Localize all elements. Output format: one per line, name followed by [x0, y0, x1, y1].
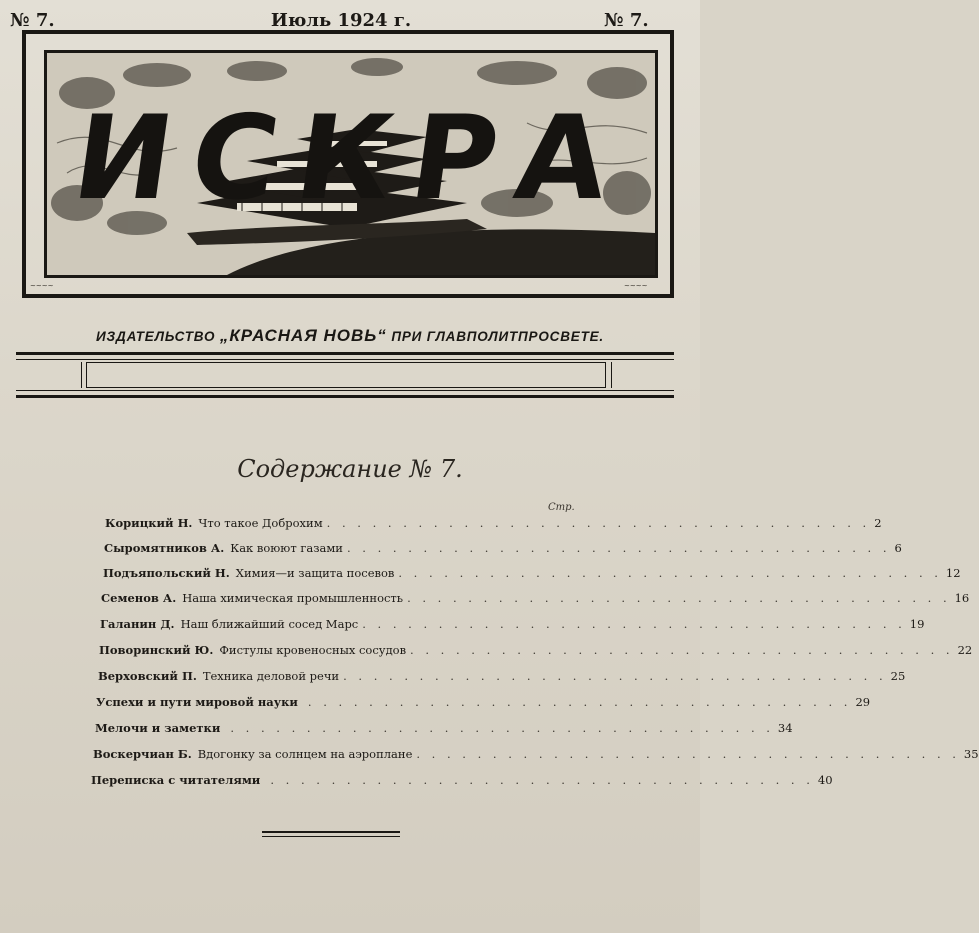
toc-title: Как воюют газами: [230, 541, 343, 555]
publisher-name: „КРАСНАЯ НОВЬ“: [219, 326, 387, 345]
toc-row: [95, 721, 793, 735]
toc-dot-leader: . . . . . . . . . . . . . . . . . . . . . . . . . . . . . . . . . . . .: [410, 643, 954, 657]
toc-dot-leader: . . . . . . . . . . . . . . . . . . . . . . . . . . . . . . . . . . . .: [416, 747, 960, 761]
toc-author: Подъяпольский Н.: [103, 566, 230, 580]
toc-page-number: 40: [817, 773, 833, 787]
artist-signature-right: ~~~~: [624, 282, 648, 290]
toc-dot-leader: . . . . . . . . . . . . . . . . . . . . . . . . . . . . . . . . . . . .: [407, 591, 951, 605]
toc-row: [104, 541, 902, 555]
toc-page-number: 34: [777, 721, 793, 735]
contents-heading: Содержание № 7.: [237, 455, 463, 483]
toc-page-number: 35: [963, 747, 979, 761]
toc-row: [93, 747, 979, 761]
toc-dot-leader: . . . . . . . . . . . . . . . . . . . . . . . . . . . . . . . . . . . .: [326, 516, 871, 530]
toc-author: Семенов А.: [101, 591, 177, 605]
end-rule-thin: [262, 836, 400, 837]
toc-dot-leader: . . . . . . . . . . . . . . . . . . . . . . . . . . . . . . . . . . . .: [270, 773, 814, 787]
toc-title: Техника деловой речи: [202, 669, 340, 683]
toc-row: [99, 643, 973, 657]
issue-bar: [16, 352, 674, 398]
issue-number-right: № 7.: [604, 10, 649, 31]
publisher-suffix: ПРИ ГЛАВПОЛИТПРОСВЕТЕ.: [391, 329, 604, 344]
toc-page-number: 19: [909, 617, 925, 631]
toc-page-number: 22: [957, 643, 973, 657]
end-rule: [262, 831, 400, 833]
toc-dot-leader: . . . . . . . . . . . . . . . . . . . . . . . . . . . . . . . . . . . .: [343, 669, 887, 683]
toc-author: Успехи и пути мировой науки: [96, 695, 298, 709]
toc-page-number: 25: [890, 669, 906, 683]
toc-title: Наш ближайший сосед Марс: [180, 617, 359, 631]
toc-author: Сыромятников А.: [104, 541, 225, 555]
toc-page-number: 2: [874, 516, 882, 530]
toc-page-number: 16: [954, 591, 970, 605]
toc-author: Переписка с читателями: [91, 773, 261, 787]
toc-row: [105, 516, 882, 530]
toc-author: Мелочи и заметки: [95, 721, 221, 735]
page-column-label: Стр.: [548, 502, 575, 513]
issue-date: Июль 1924 г.: [270, 10, 412, 31]
toc-author: Поворинский Ю.: [99, 643, 214, 657]
toc-page-number: 12: [945, 566, 961, 580]
toc-dot-leader: . . . . . . . . . . . . . . . . . . . . . . . . . . . . . . . . . . . .: [398, 566, 942, 580]
artist-signature-left: ~~~~: [30, 282, 54, 290]
masthead-illustration: [44, 50, 658, 278]
toc-page-number: 6: [894, 541, 902, 555]
toc-title: Химия—и защита посевов: [235, 566, 395, 580]
publisher-line: [0, 326, 700, 346]
magazine-title: ИСКРА: [65, 91, 637, 226]
issue-number-left: № 7.: [10, 10, 55, 31]
toc-row: [96, 695, 871, 709]
toc-dot-leader: . . . . . . . . . . . . . . . . . . . . . . . . . . . . . . . . . . . .: [307, 695, 852, 709]
toc-title: Вдогонку за солнцем на аэроплане: [197, 747, 413, 761]
toc-row: [98, 669, 906, 683]
toc-page-number: 29: [855, 695, 871, 709]
toc-row: [100, 617, 925, 631]
toc-dot-leader: . . . . . . . . . . . . . . . . . . . . . . . . . . . . . . . . . . . .: [362, 617, 906, 631]
toc-row: [91, 773, 833, 787]
toc-title: Фистулы кровеносных сосудов: [219, 643, 407, 657]
toc-author: Галанин Д.: [100, 617, 175, 631]
toc-author: Верховский П.: [98, 669, 197, 683]
publisher-prefix: ИЗДАТЕЛЬСТВО: [96, 329, 216, 344]
toc-row: [101, 591, 970, 605]
toc-title: Наша химическая промышленность: [182, 591, 404, 605]
toc-author: Воскерчиан Б.: [93, 747, 192, 761]
toc-author: Корицкий Н.: [105, 516, 193, 530]
toc-row: [103, 566, 961, 580]
toc-title: Что такое Доброхим: [198, 516, 323, 530]
toc-dot-leader: . . . . . . . . . . . . . . . . . . . . . . . . . . . . . . . . . . . .: [230, 721, 774, 735]
toc-dot-leader: . . . . . . . . . . . . . . . . . . . . . . . . . . . . . . . . . . . .: [346, 541, 891, 555]
